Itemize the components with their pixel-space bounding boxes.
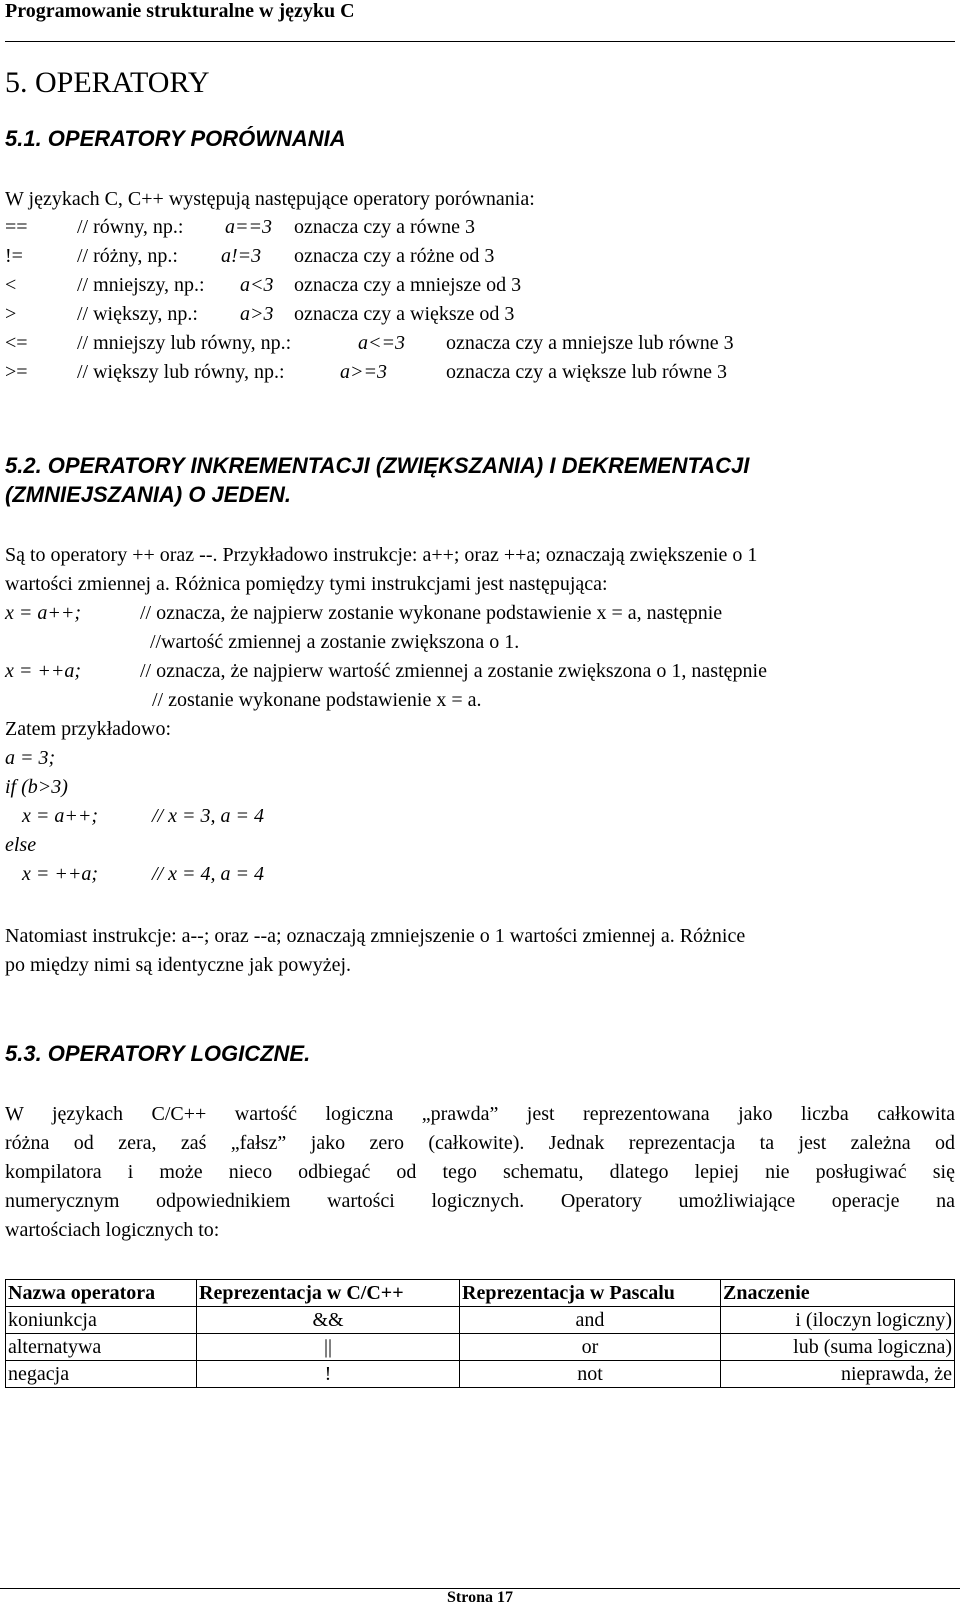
logical-operators-table	[5, 1279, 955, 1388]
operator-meaning: oznacza czy a mniejsze lub równe 3	[446, 332, 734, 354]
operator-comment: // większy lub równy, np.:	[77, 361, 285, 383]
example-code: x = ++a;	[5, 660, 82, 682]
table-header-cell: Nazwa operatora	[6, 1280, 197, 1307]
operator-symbol: >=	[5, 361, 28, 383]
section-5-1-title: 5.1. OPERATORY PORÓWNANIA	[5, 126, 346, 151]
table-cell: negacja	[6, 1361, 197, 1388]
code-comment: // x = 4, a = 4	[152, 863, 264, 885]
example-code: x = a++;	[5, 602, 82, 624]
paragraph-line: różna od zera, zaś „fałsz” jako zero (całkowite). Jednak reprezentacja ta jest zależna od	[5, 1132, 955, 1154]
table-cell: or	[460, 1334, 721, 1361]
code-line: if (b>3)	[5, 776, 68, 798]
operator-symbol: !=	[5, 245, 23, 267]
table-row	[6, 1334, 955, 1361]
section-5-3-title: 5.3. OPERATORY LOGICZNE.	[5, 1041, 311, 1066]
operator-comment: // mniejszy, np.:	[77, 274, 205, 296]
operator-meaning: oznacza czy a większe lub równe 3	[446, 361, 727, 383]
operator-symbol: <=	[5, 332, 28, 354]
example-comment: //wartość zmiennej a zostanie zwiększona o 1.	[150, 631, 520, 653]
operator-meaning: oznacza czy a większe od 3	[294, 303, 515, 325]
section-5-2-title-line2: (ZMNIEJSZANIA) O JEDEN.	[5, 482, 292, 507]
header-rule	[5, 41, 955, 42]
operator-expression: a>3	[240, 303, 274, 325]
operator-comment: // mniejszy lub równy, np.:	[77, 332, 292, 354]
example-comment: // zostanie wykonane podstawienie x = a.	[152, 689, 482, 711]
operator-symbol: <	[5, 274, 17, 296]
code-comment: // x = 3, a = 4	[152, 805, 264, 827]
table-header-row	[6, 1280, 955, 1307]
operator-expression: a==3	[225, 216, 272, 238]
operator-meaning: oznacza czy a różne od 3	[294, 245, 495, 267]
paragraph-line: wartościach logicznych to:	[5, 1219, 220, 1241]
section-5-2-para2-line: Natomiast instrukcje: a--; oraz --a; oznaczają zmniejszenie o 1 wartości zmiennej a. Różnice	[5, 925, 746, 947]
running-header: Programowanie strukturalne w języku C	[5, 0, 355, 22]
page-number: Strona 17	[447, 1589, 513, 1606]
table-cell: &&	[197, 1307, 460, 1334]
table-cell: and	[460, 1307, 721, 1334]
table-row	[6, 1361, 955, 1388]
table-cell: ||	[197, 1334, 460, 1361]
section-5-2-para-line: wartości zmiennej a. Różnica pomiędzy tymi instrukcjami jest następująca:	[5, 573, 608, 595]
code-line: else	[5, 834, 37, 856]
section-5-2-para-line: Są to operatory ++ oraz --. Przykładowo instrukcje: a++; oraz ++a; oznaczają zwiększenie o 1	[5, 544, 758, 566]
table-cell: not	[460, 1361, 721, 1388]
paragraph-line: kompilatora i może nieco odbiegać od tego schematu, dlatego lepiej nie posługiwać się	[5, 1161, 955, 1183]
chapter-title: 5. OPERATORY	[5, 66, 210, 99]
table-cell: alternatywa	[6, 1334, 197, 1361]
operator-comment: // różny, np.:	[77, 245, 178, 267]
table-header-cell: Reprezentacja w C/C++	[197, 1280, 460, 1307]
table-cell: koniunkcja	[6, 1307, 197, 1334]
operator-expression: a!=3	[221, 245, 262, 267]
table-header-cell: Reprezentacja w Pascalu	[460, 1280, 721, 1307]
table-cell: nieprawda, że	[721, 1361, 955, 1388]
example-comment: // oznacza, że najpierw zostanie wykonane podstawienie x = a, następnie	[140, 602, 723, 624]
operator-comment: // równy, np.:	[77, 216, 184, 238]
code-line: x = a++;	[22, 805, 99, 827]
operator-expression: a<3	[240, 274, 274, 296]
operator-meaning: oznacza czy a mniejsze od 3	[294, 274, 522, 296]
table-cell: lub (suma logiczna)	[721, 1334, 955, 1361]
operator-meaning: oznacza czy a równe 3	[294, 216, 475, 238]
zatem-label: Zatem przykładowo:	[5, 718, 172, 740]
code-line: a = 3;	[5, 747, 56, 769]
section-5-2-para2-line: po między nimi są identyczne jak powyżej.	[5, 954, 352, 976]
example-comment: // oznacza, że najpierw wartość zmiennej a zostanie zwiększona o 1, następnie	[140, 660, 767, 682]
table-cell: i (iloczyn logiczny)	[721, 1307, 955, 1334]
operator-symbol: >	[5, 303, 17, 325]
operator-expression: a<=3	[358, 332, 405, 354]
table-cell: !	[197, 1361, 460, 1388]
paragraph-line: W językach C/C++ wartość logiczna „prawda” jest reprezentowana jako liczba całkowita	[5, 1103, 955, 1125]
operator-expression: a>=3	[340, 361, 387, 383]
table-row	[6, 1307, 955, 1334]
section-5-2-title-line1: 5.2. OPERATORY INKREMENTACJI (ZWIĘKSZANIA) I DEKREMENTACJI	[5, 453, 750, 478]
table-header-cell: Znaczenie	[721, 1280, 955, 1307]
section-5-1-intro: W językach C, C++ występują następujące operatory porównania:	[5, 188, 535, 210]
operator-symbol: ==	[5, 216, 28, 238]
code-line: x = ++a;	[22, 863, 99, 885]
paragraph-line: numerycznym odpowiednikiem wartości logicznych. Operatory umożliwiające operacje na	[5, 1190, 955, 1212]
operator-comment: // większy, np.:	[77, 303, 198, 325]
